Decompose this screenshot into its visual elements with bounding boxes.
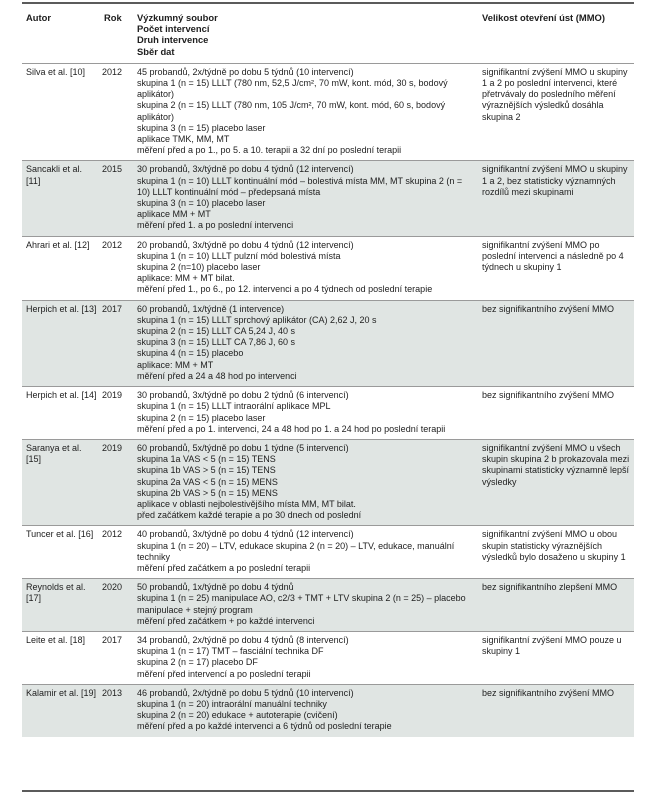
header-year: Rok [104,12,122,23]
cell-author: Sancakli et al. [11] [22,161,100,236]
cell-year: 2012 [102,239,123,250]
header-study-line: Počet intervencí [137,23,210,35]
table-row [22,161,634,236]
cell-author: Leite et al. [18] [26,634,86,645]
table-row [22,631,634,684]
cell-author: Reynolds et al. [17] [22,579,100,632]
cell-study [133,63,478,161]
cell-mmo: signifikantní zvýšení MMO u skupiny 1 a 2, bez statisticky významných rozdílů mezi skupinami [478,161,634,236]
study-line: aplikace MM + MT [137,209,211,220]
table-row [22,387,634,440]
study-line: skupina 2 (n = 15) LLLT CA 5,24 J, 40 s [137,326,296,337]
cell-study [133,387,478,440]
study-line: 30 probandů, 3x/týdně po dobu 2 týdnů (6 intervencí) [137,390,349,401]
cell-mmo: signifikantní zvýšení MMO u všech skupin skupina 2 b prokazovala mezi skupinami statisticky významně lepší výsledky [478,439,634,525]
cell-study [133,236,478,300]
table-row [22,579,634,632]
cell-author: Ahrari et al. [12] [26,239,90,250]
cell-year: 2019 [100,439,133,525]
study-line: skupina 1 (n = 15) LLLT intraorální aplikace MPL [137,401,331,412]
table-bottom-rule [22,790,634,792]
table-row [22,526,634,579]
header-study-line: Druh intervence [137,34,209,46]
cell-mmo: signifikantní zvýšení MMO po poslední intervenci a následně po 4 týdnech u skupiny 1 [482,239,624,273]
study-line: skupina 3 (n = 15) LLLT CA 7,86 J, 60 s [137,337,296,348]
study-line: měření před a po 1., po 5. a 10. terapii a 32 dní po poslední terapii [137,145,402,156]
cell-author: Kalamir et al. [19] [22,684,100,736]
study-line: skupina 1 (n = 20) – LTV, edukace skupina 2 (n = 20) – LTV, edukace, manuální techniky [137,540,455,562]
study-line: aplikace v oblasti nejbolestivějšího místa MM, MT bilat. [137,498,356,509]
table-top-rule [22,2,634,4]
cell-mmo: bez signifikantního zvýšení MMO [478,684,634,736]
table-row [22,236,634,300]
study-line: skupina 1 (n = 20) intraorální manuální techniky [137,698,327,709]
study-line: skupina 2 (n = 17) placebo DF [137,657,258,668]
cell-year: 2020 [100,579,133,632]
study-line: 30 probandů, 3x/týdně po dobu 4 týdnů (12 intervencí) [137,164,354,175]
study-line: 20 probandů, 3x/týdně po dobu 4 týdnů (12 intervencí) [137,239,354,250]
cell-author: Silva et al. [10] [26,66,86,77]
study-line: měření před začátkem + po každé intervenci [137,615,315,626]
cell-mmo: bez signifikantního zvýšení MMO [478,300,634,386]
study-line: 46 probandů, 2x/týdně po dobu 5 týdnů (10 intervencí) [137,687,354,698]
header-study-line: Výzkumný soubor [137,12,218,23]
study-line: skupina 1b VAS > 5 (n = 15) TENS [137,465,276,476]
study-line: měření před a po 1. intervenci, 24 a 48 hod po 1. a 24 hod po poslední terapii [137,423,446,434]
study-line: skupina 1 (n = 15) LLLT sprchový aplikátor (CA) 2,62 J, 20 s [137,314,377,325]
cell-year: 2015 [100,161,133,236]
cell-study [133,161,478,236]
study-line: skupina 2b VAS > 5 (n = 15) MENS [137,487,278,498]
cell-study [133,526,478,579]
cell-author: Herpich et al. [13] [22,300,100,386]
table-row [22,63,634,161]
study-line: skupina 2 (n = 15) placebo laser [137,412,266,423]
studies-table [22,6,634,737]
study-line: před začátkem každé terapie a po 30 dnech od poslední [137,510,362,521]
study-line: 45 probandů, 2x/týdně po dobu 5 týdnů (10 intervencí) [137,66,354,77]
cell-mmo: bez signifikantního zlepšení MMO [478,579,634,632]
study-line: měření před a po každé intervenci a 6 týdnů od poslední terapie [137,721,392,732]
study-line: skupina 1 (n = 10) LLLT kontinuální mód – bolestivá místa MM, MT skupina 2 (n = 10) LLLT kontinuální mód – předepsaná místa [137,175,463,197]
cell-author: Herpich et al. [14] [26,390,97,401]
study-line: 34 probandů, 2x/týdně po dobu 4 týdnů (8 intervencí) [137,634,349,645]
cell-author: Tuncer et al. [16] [26,529,94,540]
study-line: skupina 4 (n = 15) placebo [137,348,244,359]
cell-mmo: signifikantní zvýšení MMO u obou skupin statisticky výraznějších výsledků bylo dosaženo u skupiny 1 [482,529,626,562]
study-line: 50 probandů, 1x/týdně po dobu 4 týdnů [137,582,294,593]
cell-year: 2012 [102,529,123,540]
study-line: skupina 3 (n = 10) placebo laser [137,198,266,209]
cell-year: 2012 [102,66,123,77]
study-line: skupina 1a VAS < 5 (n = 15) TENS [137,454,276,465]
header-study [133,6,478,63]
cell-study [133,439,478,525]
cell-year: 2019 [102,390,123,401]
study-line: měření před a 24 a 48 hod po intervenci [137,370,297,381]
study-line: skupina 2a VAS < 5 (n = 15) MENS [137,476,278,487]
table-row [22,300,634,386]
study-line: měření před intervencí a po poslední terapii [137,668,311,679]
study-line: skupina 1 (n = 15) LLLT (780 nm, 52,5 J/cm², 70 mW, kont. mód, 30 s, bodový aplikátor) [137,78,448,100]
header-study-line: Sběr dat [137,45,175,57]
study-line: skupina 2 (n=10) placebo laser [137,262,261,273]
study-line: skupina 1 (n = 17) TMT – fasciální technika DF [137,646,324,657]
cell-study [133,579,478,632]
cell-year: 2017 [102,634,123,645]
study-line: měření před 1., po 6., po 12. intervenci a po 4 týdnech od poslední terapie [137,284,433,295]
table-row [22,439,634,525]
cell-study [133,631,478,684]
study-line: aplikace: MM + MT [137,359,214,370]
cell-study [133,684,478,736]
table-body [22,63,634,736]
study-line: 60 probandů, 1x/týdně (1 intervence) [137,303,285,314]
study-line: skupina 1 (n = 10) LLLT pulzní mód bolestivá místa [137,250,341,261]
header-mmo: Velikost otevření úst (MMO) [482,12,605,23]
study-line: měření před začátkem a po poslední terapii [137,562,311,573]
study-line: 60 probandů, 5x/týdně po dobu 1 týdne (5 intervencí) [137,442,349,453]
study-line: 40 probandů, 3x/týdně po dobu 4 týdnů (12 intervencí) [137,529,354,540]
cell-year: 2013 [100,684,133,736]
study-line: skupina 2 (n = 15) LLLT (780 nm, 105 J/cm², 70 mW, kont. mód, 60 s, bodový aplikátor) [137,100,446,122]
cell-study [133,300,478,386]
study-line: skupina 1 (n = 25) manipulace AO, c2/3 + TMT + LTV skupina 2 (n = 25) – placebo manipulace + stejný program [137,593,466,615]
cell-mmo: signifikantní zvýšení MMO u skupiny 1 a 2 po poslední intervenci, které přetrvávaly do posledního měření výraznějších výsledků dosáhla skupina 2 [482,66,628,122]
study-line: aplikace: MM + MT bilat. [137,273,235,284]
table-row [22,684,634,736]
study-line: aplikace TMK, MM, MT [137,134,230,145]
cell-author: Saranya et al. [15] [22,439,100,525]
cell-mmo: bez signifikantního zvýšení MMO [482,390,615,401]
study-line: skupina 2 (n = 20) edukace + autoterapie (cvičení) [137,710,338,721]
cell-year: 2017 [100,300,133,386]
cell-mmo: signifikantní zvýšení MMO pouze u skupiny 1 [482,634,622,657]
study-line: měření před 1. a po poslední intervenci [137,220,294,231]
table-header [22,6,634,63]
header-author: Autor [26,12,51,23]
study-line: skupina 3 (n = 15) placebo laser [137,122,266,133]
